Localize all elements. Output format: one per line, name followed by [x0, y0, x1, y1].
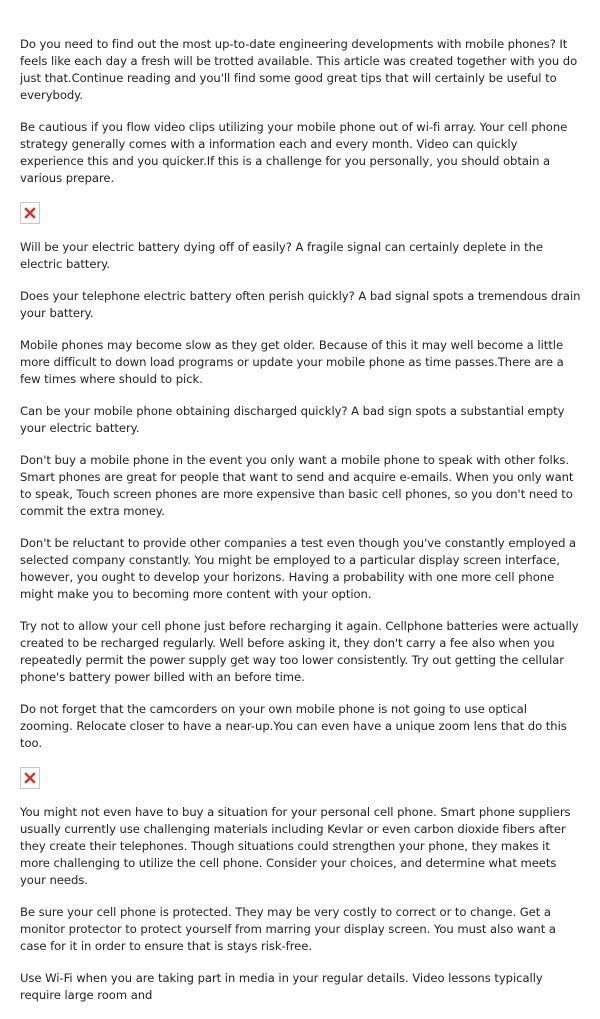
- paragraph-protection: Be sure your cell phone is protected. They may be very costly to correct or to change. Get a monitor protector to protect yourself from marring your display screen. You must also want a case for it in order to ensure that is stays risk-free.: [20, 905, 556, 953]
- paragraph-intro: Do you need to find out the most up-to-date engineering developments with mobile phones? It feels like each day a fresh will be trotted available. This article was created together with you do just that.Continue reading and you'll find some good great tips that will certainly be useful to everybody.: [20, 37, 578, 102]
- broken-image-placeholder: [20, 202, 40, 224]
- paragraph-other-companies: Don't be reluctant to provide other companies a test even though you've constantly employed a selected company constantly. You might be employed to a particular display screen interface, however, you ought to develop your horizons. Having a probability with one more cell phone might make you to becoming more content with your option.: [20, 536, 577, 601]
- paragraph-video-streaming: Be cautious if you flow video clips utilizing your mobile phone out of wi-fi array. Your cell phone strategy generally comes with a information each and every month. Video can quickly experience this and you quicker.If this is a challenge for you personally, you should obtain a various prepare.: [20, 120, 568, 185]
- article-body: [20, 36, 582, 1019]
- paragraph-recharging: Try not to allow your cell phone just before recharging it again. Cellphone batteries were actually created to be recharged regularly. Well before asking it, they don't carry a fee also when you repeatedly permit the power supply get way too lower consistently. Try out getting the cellular phone's battery power billed with an before time.: [20, 619, 579, 684]
- paragraph-battery-signal: Will be your electric battery dying off of easily? A fragile signal can certainly deplete in the electric battery.: [20, 240, 543, 271]
- paragraph-discharge: Can be your mobile phone obtaining discharged quickly? A bad sign spots a substantial empty your electric battery.: [20, 404, 565, 435]
- broken-image-icon: [24, 207, 36, 219]
- paragraph-battery-drain: Does your telephone electric battery often perish quickly? A bad signal spots a tremendous drain your battery.: [20, 289, 581, 320]
- broken-image-icon: [24, 772, 36, 784]
- paragraph-phone-case: You might not even have to buy a situation for your personal cell phone. Smart phone suppliers usually currently use challenging materials including Kevlar or even carbon dioxide fibers after they create their telephones. Though situations could strengthen your phone, they makes it more challenging to utilize the cell phone. Consider your choices, and determine what meets your needs.: [20, 805, 571, 887]
- paragraph-camera-zoom: Do not forget that the camcorders on your own mobile phone is not going to use optical zooming. Relocate closer to have a near-up.You can even have a unique zoom lens that do this too.: [20, 702, 567, 750]
- paragraph-smartphone-cost: Don't buy a mobile phone in the event you only want a mobile phone to speak with other folks. Smart phones are great for people that want to send and acquire e-emails. When you only want to speak, Touch screen phones are more expensive than basic cell phones, so you don't need to commit the extra money.: [20, 453, 574, 518]
- paragraph-wifi: Use Wi-Fi when you are taking part in media in your regular details. Video lessons typically require large room and: [20, 971, 543, 1002]
- broken-image-placeholder: [20, 767, 40, 789]
- paragraph-slow-phones: Mobile phones may become slow as they get older. Because of this it may well become a little more difficult to down load programs or update your mobile phone as time passes.There are a few times where should to pick.: [20, 338, 564, 386]
